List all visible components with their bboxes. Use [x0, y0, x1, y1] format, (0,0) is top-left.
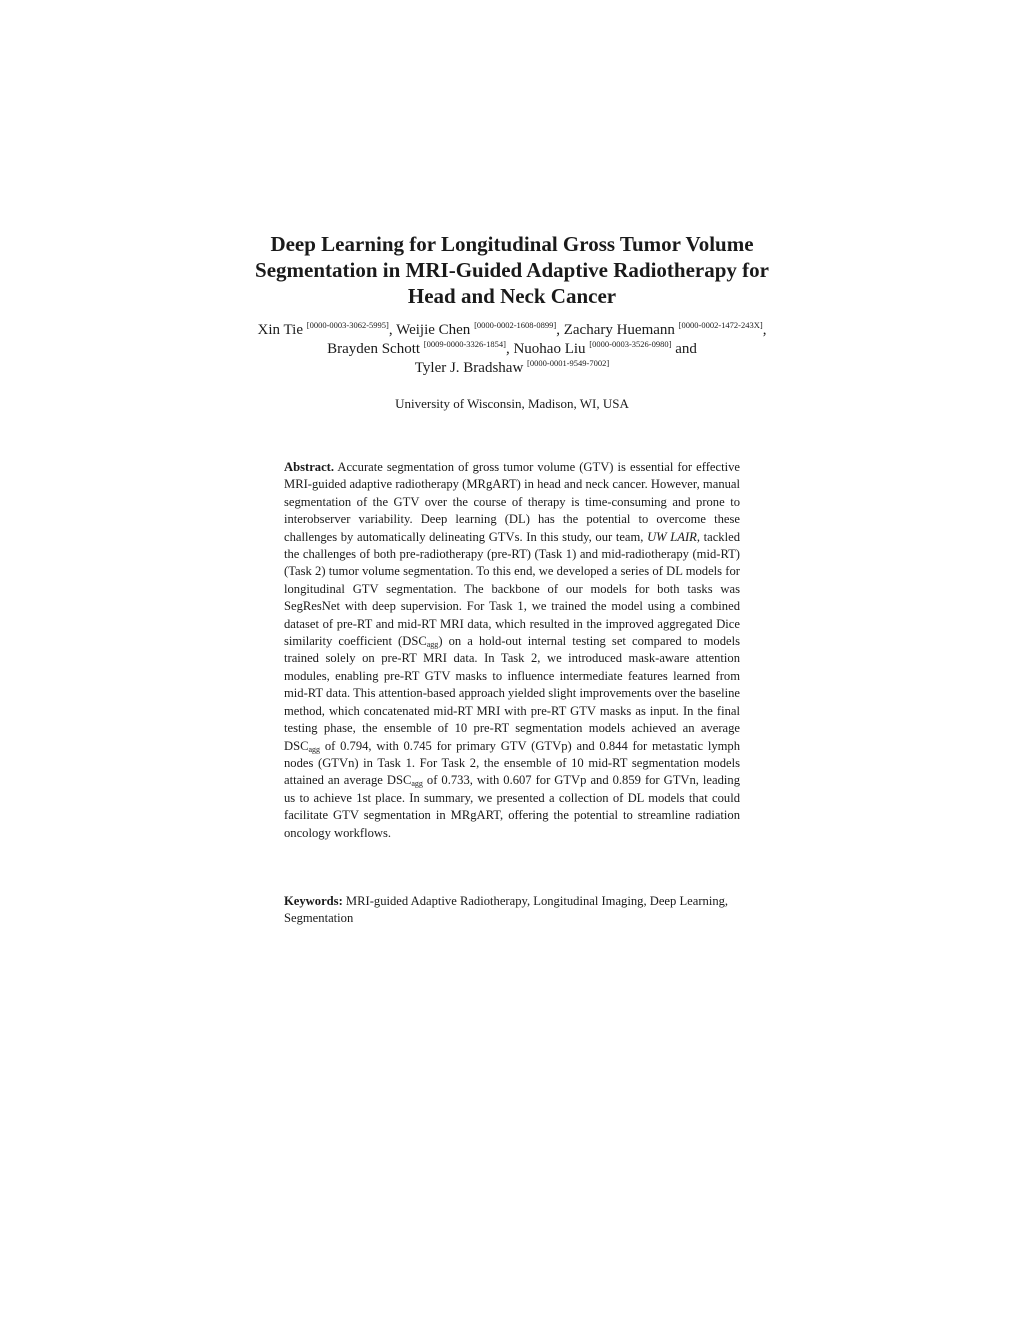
- author: [258, 322, 389, 338]
- author-orcid: [0000-0003-3062-5995]: [306, 320, 389, 330]
- author-name: Nuohao Liu: [513, 341, 586, 357]
- abstract-label: Abstract.: [284, 460, 335, 474]
- subscript: agg: [308, 744, 321, 754]
- abstract-text: of 0.794, with 0.745 for primary GTV (GTVp) and 0.844 for metastatic lymph nodes (GTVn) in Task 1. For Task 2, the ensemble of 10 mid-RT segmentation models attained an average DSC: [284, 738, 740, 788]
- author-separator: and: [671, 341, 697, 357]
- paper-title: Deep Learning for Longitudinal Gross Tumor Volume Segmentation in MRI-Guided Adaptive Radiotherapy for Head and Neck Cancer: [255, 232, 769, 308]
- author-separator: ,: [505, 341, 514, 357]
- author: [327, 341, 506, 357]
- author-separator: ,: [388, 322, 397, 338]
- author: [396, 322, 556, 338]
- abstract: [284, 459, 740, 842]
- author-name: Tyler J. Bradshaw: [414, 360, 524, 376]
- author-separator: ,: [556, 322, 564, 338]
- author: [513, 341, 671, 357]
- author: [415, 360, 609, 376]
- abstract-text: Accurate segmentation of gross tumor volume (GTV) is essential for effective MRI-guided adaptive radiotherapy (MRgART) in head and neck cancer. However, manual segmentation of the GTV over the course of therapy is time-consuming and prone to interobserver variability. Deep learning (DL) has the potential to overcome these challenges by automatically delineating GTVs. In this study, our team,: [284, 460, 740, 544]
- author-name: Weijie Chen: [396, 322, 471, 338]
- author-name: Xin Tie: [257, 322, 303, 338]
- author-name: Brayden Schott: [327, 341, 421, 357]
- keywords: [284, 893, 740, 928]
- author-separator: ,: [762, 322, 767, 338]
- author-name: Zachary Huemann: [563, 322, 675, 338]
- abstract-text: of 0.733, with 0.607 for GTVp and 0.859 for GTVn, leading us to achieve 1st place. In summary, we presented a collection of DL models that could facilitate GTV segmentation in MRgART, offering the potential to streamline radiation oncology workflows.: [284, 773, 741, 840]
- author-orcid: [0000-0001-9549-7002]: [527, 358, 610, 368]
- author-list: [232, 321, 792, 378]
- author-orcid: [0000-0002-1472-243X]: [678, 320, 763, 330]
- subscript: agg: [426, 640, 439, 650]
- keywords-text: MRI-guided Adaptive Radiotherapy, Longitudinal Imaging, Deep Learning, Segmentation: [284, 894, 729, 926]
- affiliation: University of Wisconsin, Madison, WI, USA: [395, 396, 629, 411]
- abstract-text: ) on a hold-out internal testing set compared to models trained solely on pre-RT MRI data. In Task 2, we introduced mask-aware attention modules, enabling pre-RT GTV masks to influence intermediate features learned from mid-RT data. This attention-based approach yielded slight improvements over the baseline method, which concatenated mid-RT MRI with pre-RT GTV masks as input. In the final testing phase, the ensemble of 10 pre-RT segmentation models achieved an average DSC: [284, 634, 740, 753]
- subscript: agg: [411, 779, 423, 789]
- abstract-text: , tackled the challenges of both pre-radiotherapy (pre-RT) (Task 1) and mid-radiotherapy (mid-RT) (Task 2) tumor volume segmentation. To this end, we developed a series of DL models for longitudinal GTV segmentation. The backbone of our models for both tasks was SegResNet with deep supervision. For Task 1, we trained the model using a combined dataset of pre-RT and mid-RT MRI data, which resulted in the improved aggregated Dice similarity coefficient (DSC: [284, 529, 740, 649]
- author-orcid: [0000-0002-1608-0899]: [474, 320, 557, 330]
- author-orcid: [0000-0003-3526-0980]: [589, 339, 672, 349]
- author: [564, 322, 763, 338]
- keywords-label: Keywords:: [284, 894, 343, 908]
- author-orcid: [0009-0000-3326-1854]: [423, 339, 506, 349]
- team-name: UW LAIR: [647, 529, 697, 544]
